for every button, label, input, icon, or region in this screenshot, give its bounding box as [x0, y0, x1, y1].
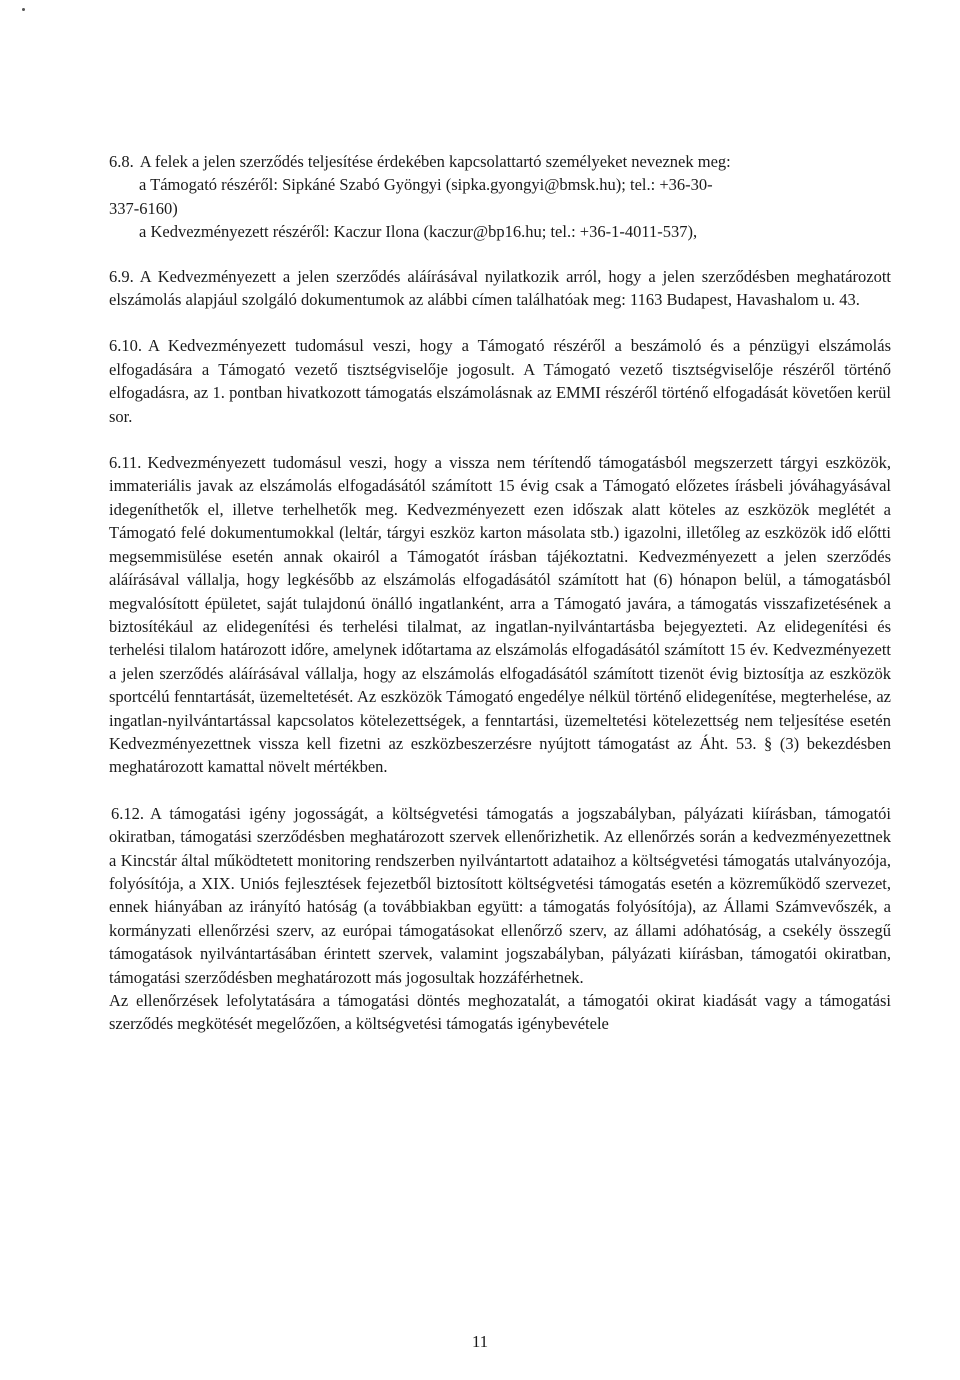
paragraph-text: a Támogató részéről: Sipkáné Szabó Gyöngyi (sipka.gyongyi@bmsk.hu); tel.: +36-30-: [139, 175, 713, 195]
paragraph-text: A Kedvezményezett a jelen szerződés aláírásával nyilatkozik arról, hogy a jelen szerződésben meghatározott elszámolás alapjául szolgáló dokumentumok az alábbi címen találhatóak meg: 1163 Budapest, Havashalom u. 43.: [109, 266, 891, 310]
page-number: 11: [471, 1332, 489, 1351]
section-number: 6.11.: [109, 453, 142, 473]
section-number: 6.12.: [111, 803, 144, 823]
paragraph-text: a Kedvezményezett részéről: Kaczur Ilona (kaczur@bp16.hu; tel.: +36-1-4011-537),: [139, 222, 698, 242]
paragraph-text: Kedvezményezett tudomásul veszi, hogy a vissza nem térítendő támogatásból megszerzett tárgyi eszközök, immateriális javak az elszámolás elfogadásától számított 15 évig csak a Támogató előzetes írásbeli jóváhagyásával idegeníthetők el, illetve terhelhetők meg. Kedvezményezett ezen időszak alatt köteles az eszközök meglétét a Támogató felé dokumentumokkal (leltár, tárgyi eszköz karton másolata stb.) igazolni, illetőleg az eszközök idő előtti megsemmisülése esetén annak okairól a Támogatót írásban tájékoztatni. Kedvezményezett a jelen szerződés aláírásával vállalja, hogy legkésőbb az elszámolás elfogadásától számított hat (6) hónapon belül, a támogatásból megvalósított épületet, saját tulajdonú önálló ingatlanként, arra a Támogató javára, a támogatás visszafizetésének a biztosítékául az elidegenítési és terhelési tilalmat, az ingatlan-nyilvántartásba bejegyezteti. Az elidegenítési és terhelési tilalom határozott időre, amelynek időtartama az elszámolás elfogadásától számított 15 év. Kedvezményezett a jelen szerződés aláírásával vállalja, hogy az elszámolás elfogadásától számított tizenöt évig biztosítja az eszközök sportcélú fenntartását, üzemeltetését. Az eszközök Támogató engedélye nélkül történő elidegenítése, megterhelése, az ingatlan-nyilvántartással kapcsolatos kötelezettségek, a fenntartási, üzemeltetési kötelezettség nem teljesítése esetén Kedvezményezettnek vissza kell fizetni az eszközbeszerzésre nyújtott támogatást az Áht. 53. § (3) bekezdésben meghatározott kamattal növelt mértékben.: [109, 453, 891, 777]
scan-speck: [22, 8, 25, 11]
section-6-12: [109, 802, 891, 989]
section-6-8: [109, 150, 891, 244]
paragraph-text: A Kedvezményezett tudomásul veszi, hogy a Támogató részéről a beszámoló és a pénzügyi elszámolás elfogadására a Támogató vezető tisztségviselője jogosult. A Támogató vezető tisztségviselője részéről történő elfogadásra, az 1. pontban hivatkozott támogatás elszámolásnak az EMMI részéről történő elfogadását követően kerül sor.: [109, 336, 891, 426]
paragraph-text: 337-6160): [109, 198, 178, 218]
section-number: 6.10.: [109, 336, 142, 356]
document-body: [109, 150, 891, 1036]
section-number: 6.9.: [109, 266, 134, 286]
section-6-11: [109, 451, 891, 779]
paragraph-text: A támogatási igény jogosságát, a költségvetési támogatás a jogszabályban, pályázati kiírásban, támogatói okiratban, támogatási szerződésben meghatározott szervek ellenőrizhetik. Az ellenőrzés során a kedvezményezettnek a Kincstár által működtetett monitoring rendszerben nyilvántartott adataihoz a költségvetési támogatás utalványozója, folyósítója, a XIX. Uniós fejlesztések fejezetből biztosított költségvetési támogatás esetén a közreműködő szervezet, ennek hiányában az irányító hatóság (a továbbiakban együtt: a támogatás folyósítója), az Állami Számvevőszék, a kormányzati ellenőrzési szerv, az európai támogatásokat ellenőrző szerv, az állami adóhatóság, a csekély összegű támogatások nyilvántartásában érintett szervek, valamint jogszabályban, pályázati kiírásban, támogatói okiratban, támogatási szerződésben meghatározott más jogosultak hozzáférhetnek.: [109, 803, 891, 987]
section-number: 6.8.: [109, 152, 134, 171]
section-6-9: [109, 265, 891, 312]
section-6-10: [109, 334, 891, 428]
section-6-12-continuation: Az ellenőrzések lefolytatására a támogatási döntés meghozatalát, a támogatói okirat kiadását vagy a támogatási szerződés megkötését megelőzően, a költségvetési támogatás igénybevétele: [109, 991, 891, 1034]
paragraph-text: A felek a jelen szerződés teljesítése érdekében kapcsolattartó személyeket neveznek meg:: [139, 152, 731, 171]
